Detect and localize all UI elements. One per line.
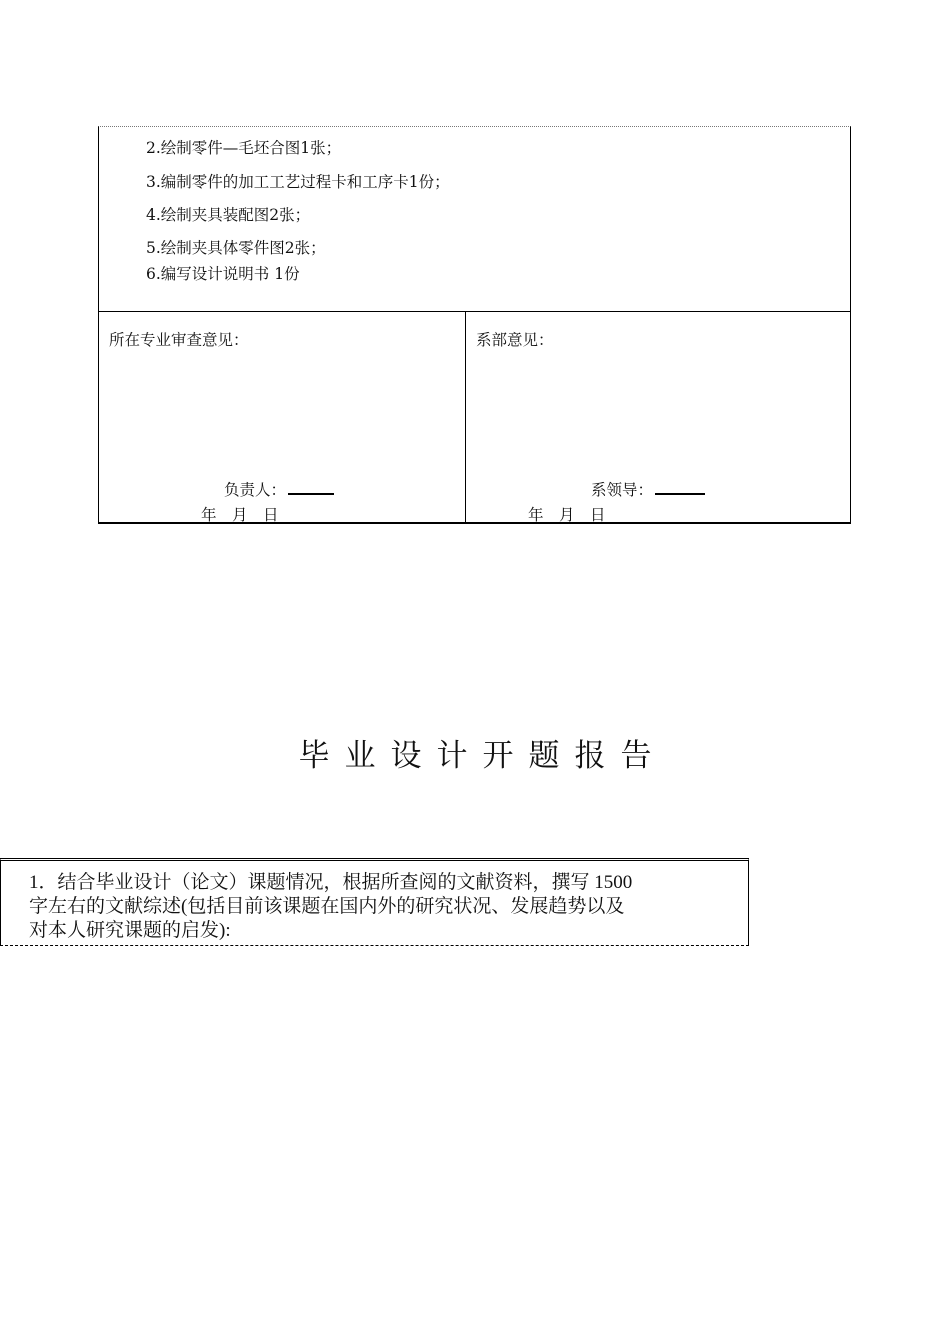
review-row: [99, 312, 850, 523]
task-review-table: [98, 126, 851, 524]
major-date: 年 月 日: [201, 506, 279, 524]
department-date: 年 月 日: [528, 506, 606, 524]
major-review-label: 所在专业审查意见：: [109, 331, 249, 349]
task-item: 3.编制零件的加工工艺过程卡和工序卡1份；: [146, 173, 450, 191]
task-item: 4.绘制夹具装配图2张；: [146, 206, 311, 224]
literature-review-prompt: [29, 871, 745, 943]
department-signer: [591, 478, 705, 500]
report-title: 毕业设计开题报告: [298, 738, 667, 774]
task-item: 6.编写设计说明书 1份: [146, 265, 300, 283]
department-review-label: 系部意见：: [476, 331, 554, 349]
literature-review-table: [0, 858, 749, 946]
major-signature-line: [288, 478, 334, 495]
department-review-cell: [466, 312, 850, 523]
department-signature-line: [655, 478, 705, 495]
prompt-line: 字左右的文献综述(包括目前该课题在国内外的研究状况、发展趋势以及: [29, 896, 625, 917]
major-signer: [224, 478, 334, 500]
task-item: 2.绘制零件—毛坯合图1张；: [146, 139, 342, 157]
prompt-line: 对本人研究课题的启发):: [29, 920, 231, 941]
task-list-cell: [99, 127, 850, 312]
task-item: 5.绘制夹具体零件图2张；: [146, 239, 326, 257]
major-review-cell: [99, 312, 466, 523]
prompt-line: 1．结合毕业设计（论文）课题情况，根据所查阅的文献资料，撰写 1500: [29, 872, 633, 893]
department-signer-label: 系领导：: [591, 481, 654, 499]
major-signer-label: 负责人：: [224, 481, 287, 499]
